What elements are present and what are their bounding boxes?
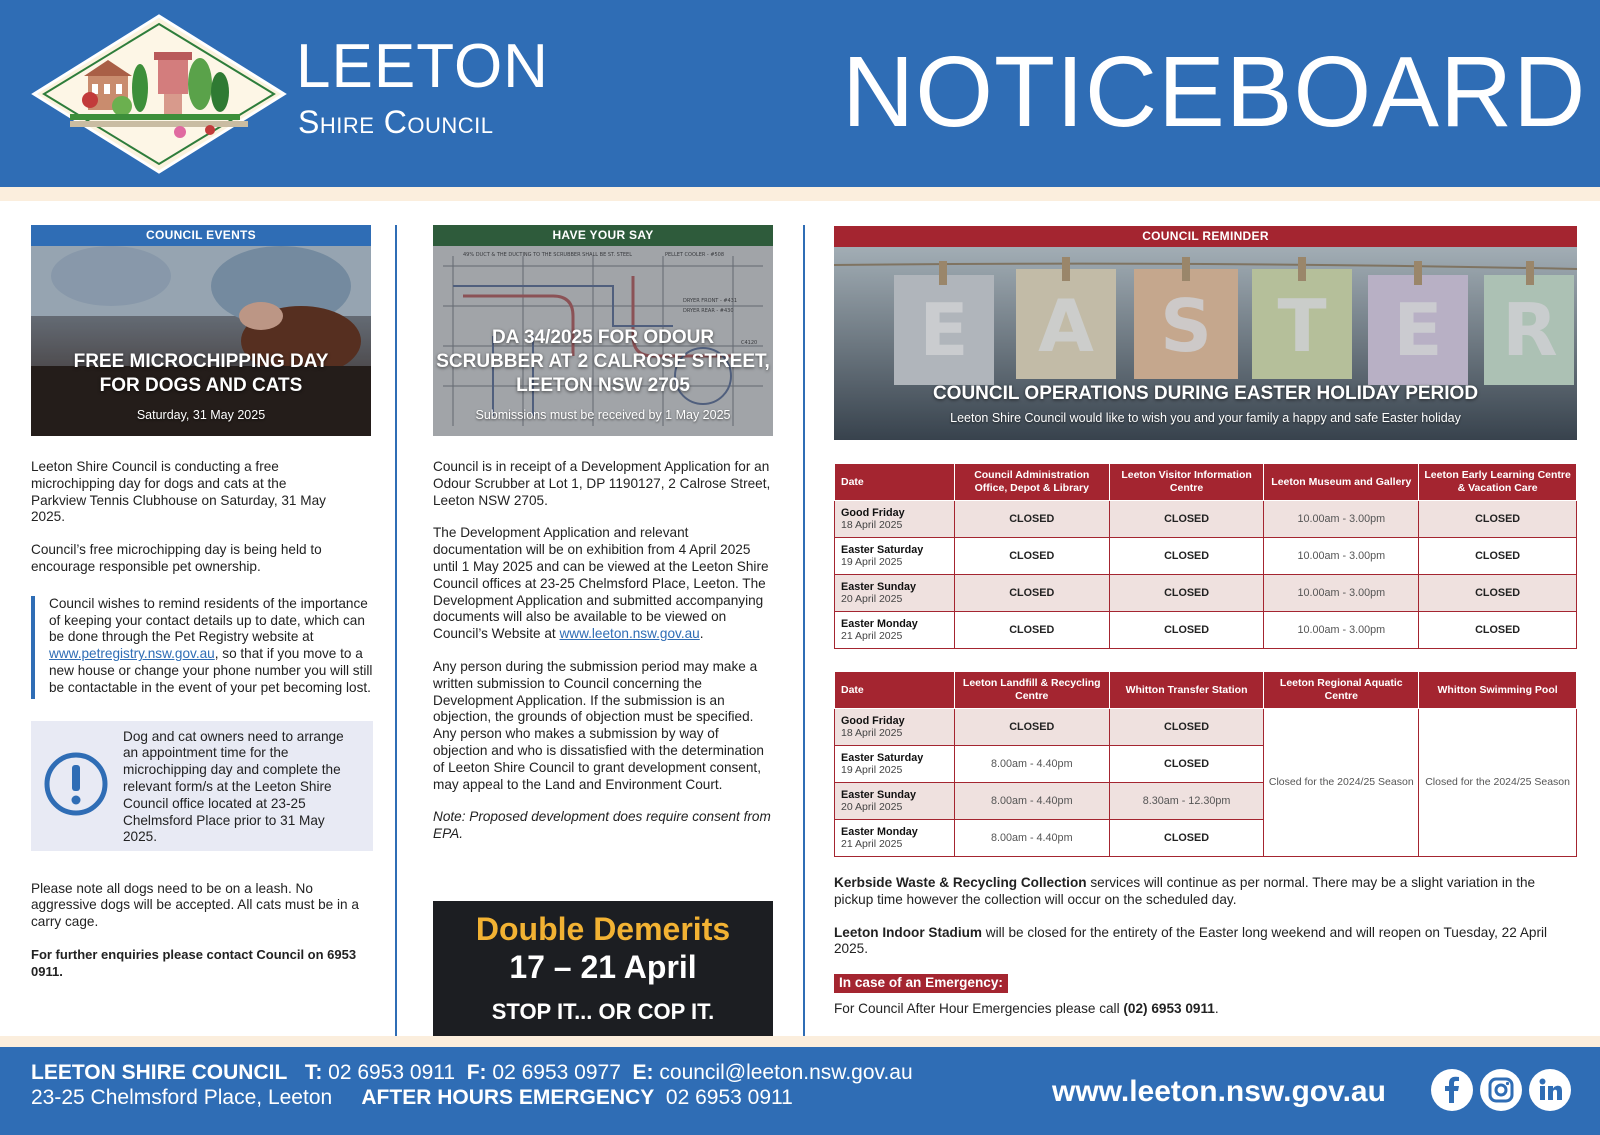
easter-card[interactable] (834, 247, 1577, 440)
table-row: Good Friday 18 April 2025 CLOSED CLOSED Closed for the 2024/25 Season Closed for the 2024/25 Season (835, 709, 1577, 746)
paragraph: Any person during the submission period may make a written submission to Council concerning the Development Application. If the submission is an objection, the grounds of objection must be specified. Any person who makes a submission by way of objection and who is dissatisfied with the determination of Leeton Shire Council to grant development consent, may appeal to the Land and Environment Court. (433, 658, 764, 792)
table-header: Date (835, 672, 955, 709)
table-header: Leeton Visitor Information Centre (1109, 464, 1264, 501)
paragraph: Council is in receipt of a Development Application for an Odour Scrubber at Lot 1, DP 1190127, 2 Calrose Street, Leeton NSW 2705. (433, 459, 771, 508)
table-row: Easter Sunday 20 April 2025 CLOSED CLOSED 10.00am - 3.00pm CLOSED (835, 575, 1577, 612)
paragraph: Council’s free microchipping day is being held to encourage responsible pet ownership. (31, 542, 322, 574)
ad-dates: 17 – 21 April (509, 949, 697, 985)
card-title-line: LEETON NSW 2705 (516, 375, 690, 396)
page-title: NOTICEBOARD (842, 36, 1587, 148)
table-row: Easter Monday 21 April 2025 CLOSED CLOSED 10.00am - 3.00pm CLOSED (835, 612, 1577, 649)
reminder-notes (834, 875, 1577, 1034)
logo-emblem-icon (30, 14, 288, 174)
exclamation-icon (43, 751, 109, 822)
da-card[interactable] (433, 246, 773, 436)
card-title-line: FREE MICROCHIPPING DAY (73, 351, 329, 372)
emergency-tag: In case of an Emergency: (834, 974, 1577, 993)
website-link[interactable]: www.leeton.nsw.gov.au (1052, 1075, 1386, 1108)
logo-title: LEETON (296, 32, 549, 101)
email-link[interactable]: council@leeton.nsw.gov.au (659, 1061, 913, 1084)
card-title-line: FOR DOGS AND CATS (99, 375, 303, 396)
card-title-line: DA 34/2025 FOR ODOUR (491, 327, 715, 348)
event-date: Saturday, 31 May 2025 (136, 408, 266, 422)
table-header: Date (835, 464, 955, 501)
paragraph: Please note all dogs need to be on a leash. No aggressive dogs will be accepted. All cats must be in a carry cage. (31, 880, 359, 930)
table-row: Good Friday 18 April 2025 CLOSED CLOSED 10.00am - 3.00pm CLOSED (835, 501, 1577, 538)
aquatic-season-note: Closed for the 2024/25 Season (1264, 709, 1419, 857)
table-header: Whitton Transfer Station (1109, 672, 1264, 709)
phone-number[interactable]: 02 6953 0911 (328, 1061, 456, 1084)
footer-divider (0, 1036, 1600, 1047)
column-divider (395, 225, 397, 1037)
header-banner (0, 0, 1600, 187)
submission-deadline: Submissions must be received by 1 May 2025 (475, 408, 731, 422)
easter-card-title: COUNCIL OPERATIONS DURING EASTER HOLIDAY PERIOD (932, 383, 1479, 404)
card-title-line: SCRUBBER AT 2 CALROSE STREET, (436, 351, 770, 372)
logo-subtitle: Shire Council (298, 104, 494, 140)
after-hours-phone[interactable]: 02 6953 0911 (665, 1086, 793, 1109)
stadium-note: Leeton Indoor Stadium will be closed for the entirety of the Easter long weekend and will reopen on Tuesday, 22 April 2025. (834, 924, 1548, 957)
council-website-link[interactable]: www.leeton.nsw.gov.au (559, 626, 700, 642)
footer-address-line: 23-25 Chelmsford Place, Leeton AFTER HOURS EMERGENCY 02 6953 0911 (31, 1086, 793, 1109)
facebook-icon[interactable] (1431, 1069, 1473, 1111)
microchipping-card[interactable] (31, 246, 371, 436)
emergency-note: For Council After Hour Emergencies please call (02) 6953 0911. (834, 1000, 1219, 1016)
appointment-callout: Dog and cat owners need to arrange an appointment time for the microchipping day and complete the relevant form/s at the Leeton Shire Council office located at 23-25 Chelmsford Place prior to 31 May 2025. (31, 721, 373, 851)
paragraph: The Development Application and relevant documentation will be on exhibition from 4 April 2025 until 1 May 2025 and can be viewed at the Leeton Shire Council offices at 23-25 Chelmsford Place, Leeton. The Development Application and submitted accompanying documents will also be available to be viewed on Council’s Website at www.leeton.nsw.gov.au. (433, 525, 769, 642)
table-row: Easter Monday 21 April 2025 8.00am - 4.40pm CLOSED (835, 820, 1577, 857)
easter-hours-table-2 (834, 671, 1577, 857)
da-body (433, 459, 775, 859)
pool-season-note: Closed for the 2024/25 Season (1419, 709, 1577, 857)
easter-card-subtitle: Leeton Shire Council would like to wish you and your family a happy and safe Easter holiday (950, 411, 1461, 425)
have-your-say-tag: HAVE YOUR SAY (433, 225, 773, 246)
double-demerits-ad[interactable] (433, 901, 773, 1036)
instagram-icon[interactable] (1480, 1069, 1522, 1111)
table-header: Council Administration Office, Depot & Library (954, 464, 1109, 501)
ad-slogan: STOP IT... OR COP IT. (491, 999, 715, 1024)
footer (0, 1047, 1600, 1135)
ad-headline: Double Demerits (475, 911, 731, 947)
table-row: Easter Saturday 19 April 2025 CLOSED CLOSED 10.00am - 3.00pm CLOSED (835, 538, 1577, 575)
easter-hours-table-1 (834, 463, 1577, 649)
linkedin-icon[interactable] (1529, 1069, 1571, 1111)
table-row: Easter Sunday 20 April 2025 8.00am - 4.40pm 8.30am - 12.30pm (835, 783, 1577, 820)
table-header: Leeton Regional Aquatic Centre (1264, 672, 1419, 709)
council-events-tag: COUNCIL EVENTS (31, 225, 371, 246)
paragraph: Leeton Shire Council is conducting a free microchipping day for dogs and cats at the Parkview Tennis Clubhouse on Saturday, 31 May 2025. (31, 459, 326, 525)
column-divider (803, 225, 805, 1037)
epa-note: Note: Proposed development does require consent from EPA. (433, 809, 771, 842)
footer-contact-line: LEETON SHIRE COUNCIL T: 02 6953 0911 F: 02 6953 0977 E: council@leeton.nsw.gov.au (31, 1061, 913, 1084)
council-reminder-tag: COUNCIL REMINDER (834, 226, 1577, 247)
council-logo[interactable] (30, 14, 288, 174)
header-divider (0, 187, 1600, 201)
table-header: Leeton Early Learning Centre & Vacation Care (1419, 464, 1577, 501)
table-row: Easter Saturday 19 April 2025 8.00am - 4.40pm CLOSED (835, 746, 1577, 783)
table-header: Leeton Museum and Gallery (1264, 464, 1419, 501)
table-header: Leeton Landfill & Recycling Centre (954, 672, 1109, 709)
kerbside-note: Kerbside Waste & Recycling Collection services will continue as per normal. There may be a slight variation in the pickup time however the collection will occur on the scheduled day. (834, 875, 1536, 907)
enquiries-note: For further enquiries please contact Council on 6953 0911. (31, 946, 357, 979)
pet-registry-link[interactable]: www.petregistry.nsw.gov.au (49, 646, 215, 662)
events-body (31, 459, 373, 997)
pet-registry-quote: Council wishes to remind residents of the importance of keeping your contact details up to date, which can be done through the Pet Registry website at www.petregistry.nsw.gov.au, so that if you move to a new house or change your phone number you will still be contactable in the event of your pet becoming lost. (31, 596, 373, 699)
table-header: Whitton Swimming Pool (1419, 672, 1577, 709)
